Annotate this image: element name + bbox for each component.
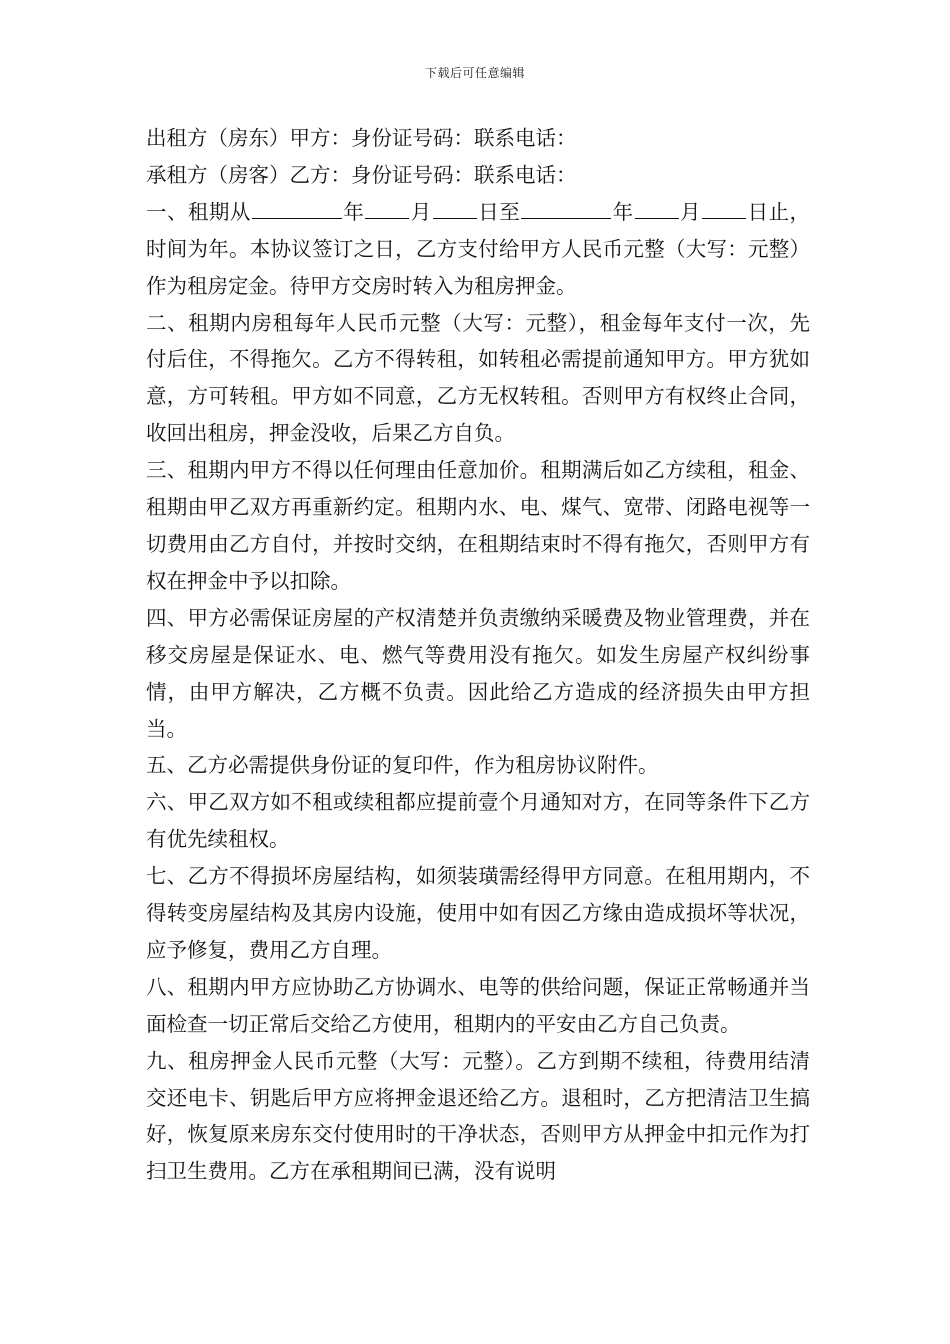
clause-2: 二、租期内房租每年人民币元整（大写：元整），租金每年支付一次，先付后住，不得拖欠。乙方不得转租，如转租必需提前通知甲方。甲方犹如意，方可转租。甲方如不同意，乙方无权转租。否则甲方有权终止合同，收回出租房，押金没收，后果乙方自负。 [146,310,810,446]
label-year-2: 年 [612,199,634,224]
lessee-line: 承租方（房客）乙方：身份证号码：联系电话： [146,162,577,187]
clause-5: 五、乙方必需提供身份证的复印件，作为租房协议附件。 [146,753,659,778]
clause-1-rest: 日止，时间为年。本协议签订之日，乙方支付给甲方人民币元整（大写：元整）作为租房定金。待甲方交房时转入为租房押金。 [146,199,811,298]
clause-4: 四、甲方必需保证房屋的产权清楚并负责缴纳采暖费及物业管理费，并在移交房屋是保证水、电、燃气等费用没有拖欠。如发生房屋产权纠纷事情，由甲方解决，乙方概不负责。因此给乙方造成的经济损失由甲方担当。 [146,605,810,741]
clause-6: 六、甲乙双方如不租或续租都应提前壹个月通知对方，在同等条件下乙方有优先续租权。 [146,790,810,852]
clause-7: 七、乙方不得损坏房屋结构，如须装璜需经得甲方同意。在租用期内，不得转变房屋结构及其房内设施，使用中如有因乙方缘由造成损坏等状况，应予修复，费用乙方自理。 [146,864,810,962]
clause-1-start: 一、租期从 [146,199,251,224]
blank-start-day [433,198,477,219]
clause-8: 八、租期内甲方应协助乙方协调水、电等的供给问题，保证正常畅通并当面检查一切正常后交给乙方使用，租期内的平安由乙方自己负责。 [146,974,810,1036]
clause-3: 三、租期内甲方不得以任何理由任意加价。租期满后如乙方续租，租金、租期由甲乙双方再重新约定。租期内水、电、煤气、宽带、闭路电视等一切费用由乙方自付，并按时交纳，在租期结束时不得有拖欠，否则甲方有权在押金中予以扣除。 [146,458,810,593]
label-day-to: 日至 [477,199,521,224]
clause-1 [146,194,810,305]
blank-end-month [635,198,679,219]
blank-start-year [252,198,342,219]
blank-end-year [521,198,611,219]
label-year-1: 年 [342,199,365,224]
header-note: 下载后可任意编辑 [424,66,525,80]
lessor-line: 出租方（房东）甲方：身份证号码：联系电话： [146,126,577,150]
contract-body [146,120,810,1190]
label-month-2: 月 [679,199,702,224]
blank-end-day [702,198,746,219]
clause-9: 九、租房押金人民币元整（大写：元整）。乙方到期不续租，待费用结清交还电卡、钥匙后甲方应将押金退还给乙方。退租时，乙方把清洁卫生搞好，恢复原来房东交付使用时的干净状态，否则甲方从押金中扣元作为打扫卫生费用。乙方在承租期间已满，没有说明 [146,1048,810,1184]
label-month-1: 月 [410,199,432,224]
blank-start-month [365,198,409,219]
